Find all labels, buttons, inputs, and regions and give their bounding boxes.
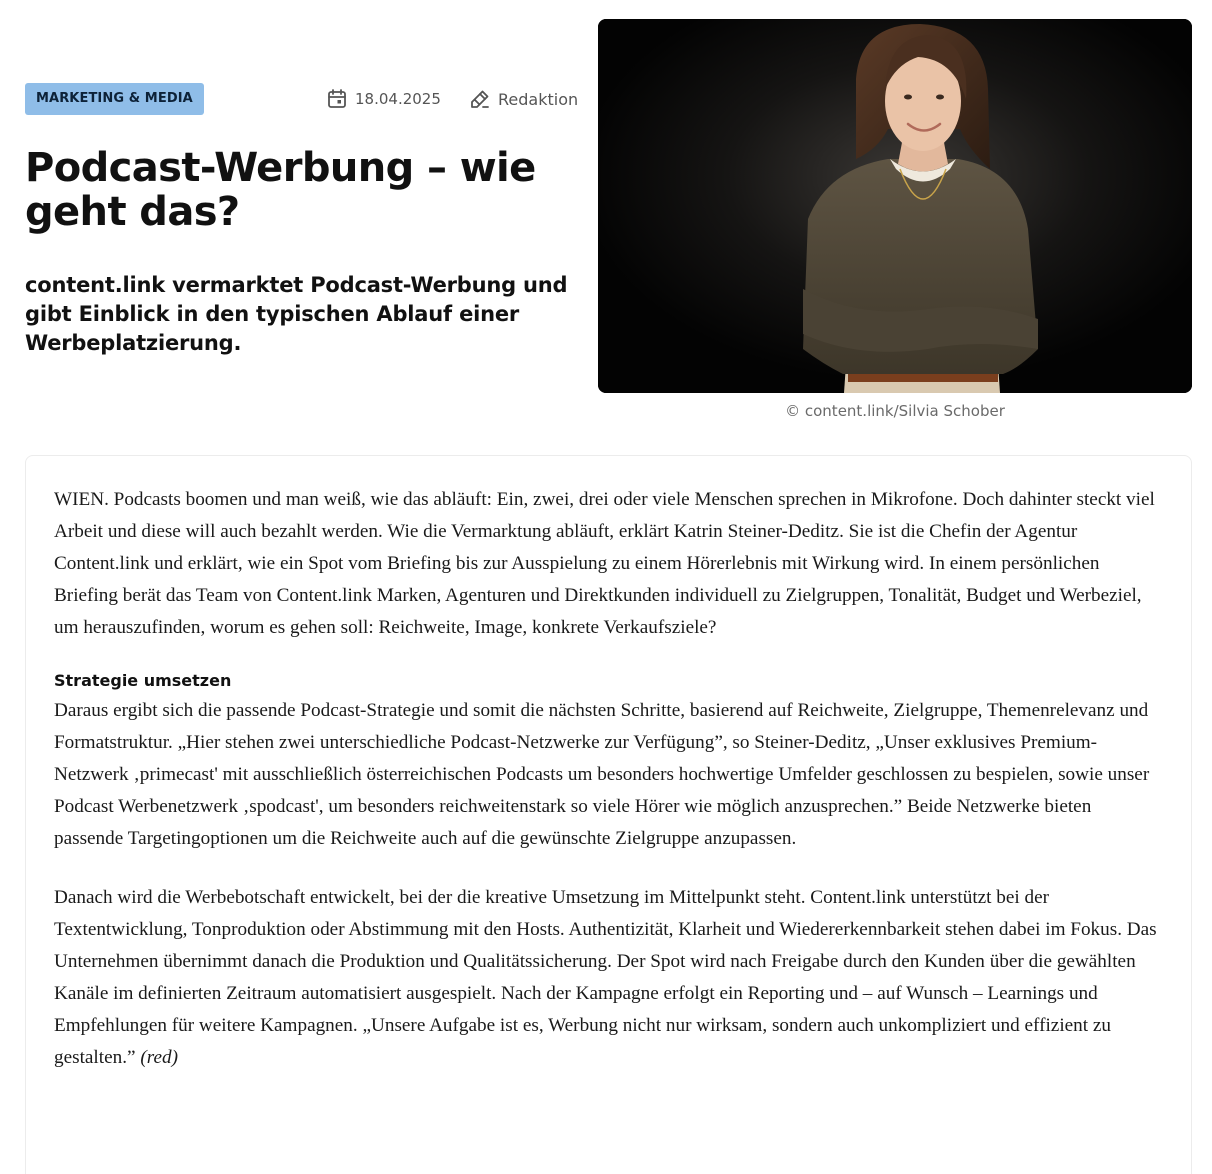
article-header (25, 60, 585, 109)
subheading-strategie: Strategie umsetzen (54, 671, 232, 690)
author (468, 87, 578, 111)
portrait-photo (598, 19, 1192, 393)
publish-date-text: 18.04.2025 (355, 90, 441, 108)
paragraph-execution-text: Danach wird die Werbebotschaft entwickelt, bei der die kreative Umsetzung im Mittelpunkt steht. Content.link unterstützt bei der Textentwicklung, Tonproduktion oder Abstimmung mit den Hosts. Authentizität, Klarheit und Wiedererkennbarkeit stehen dabei im Fokus. Das Unternehmen übernimmt danach die Produktion und Qualitätssicherung. Der Spot wird nach Freigabe durch den Kunden über die gewählten Kanäle im definierten Zeitraum automatisiert ausgespielt. Nach der Kampagne erfolgt ein Reporting und – auf Wunsch – Learnings und Empfehlungen für weitere Kampagnen. „Unsere Aufgabe ist es, Werbung nicht nur wirksam, sondern auch unkompliziert und effizient zu gestalten.” (54, 887, 1157, 1068)
meta-row (25, 60, 585, 109)
category-badge[interactable]: MARKETING & MEDIA (25, 83, 204, 115)
image-credit: © content.link/Silvia Schober (785, 402, 1005, 420)
calendar-icon (325, 87, 349, 111)
pen-icon (468, 87, 492, 111)
page-title: Podcast-Werbung – wie geht das? (25, 145, 536, 235)
hero-image (598, 19, 1192, 393)
signoff: (red) (140, 1047, 178, 1068)
article-body (25, 455, 1192, 1174)
paragraph-intro: WIEN. Podcasts boomen und man weiß, wie das abläuft: Ein, zwei, drei oder viele Menschen sprechen in Mikrofone. Doch dahinter steckt viel Arbeit und diese will auch bezahlt werden. Wie die Vermarktung abläuft, erklärt Katrin Steiner-Deditz. Sie ist die Chefin der Agentur Content.link und erklärt, wie ein Spot vom Briefing bis zur Ausspielung zu einem Hörerlebnis mit Wirkung wird. In einem persönlichen Briefing berät das Team von Content.link Marken, Agenturen und Direktkunden individuell zu Zielgruppen, Tonalität, Budget und Werbeziel, um herauszufinden, worum es gehen soll: Reichweite, Image, konkrete Verkaufsziele? (54, 489, 1155, 638)
paragraph-strategy: Daraus ergibt sich die passende Podcast-Strategie und somit die nächsten Schritte, basierend auf Reichweite, Zielgruppe, Themenrelevanz und Formatstruktur. „Hier stehen zwei unterschiedliche Podcast-Netzwerke zur Verfügung”, so Steiner-Deditz, „Unser exklusives Premium-Netzwerk ‚primecast' mit ausschließlich österreichischen Podcasts um besonders hochwertige Umfelder geschlossen zu bespielen, sowie unser Podcast Werbenetzwerk ‚spodcast', um besonders reichweitenstark so viele Hörer wie möglich anzusprechen.” Beide Netzwerke bieten passende Targetingoptionen um die Reichweite auch auf die gewünschte Zielgruppe anzupassen. (54, 700, 1150, 849)
paragraph-execution (54, 882, 1163, 1074)
publish-date (325, 87, 441, 111)
author-name: Redaktion (498, 89, 579, 109)
article-lead: content.link vermarktet Podcast-Werbung und gibt Einblick in den typischen Ablauf einer Werbeplatzierung. (25, 273, 568, 355)
